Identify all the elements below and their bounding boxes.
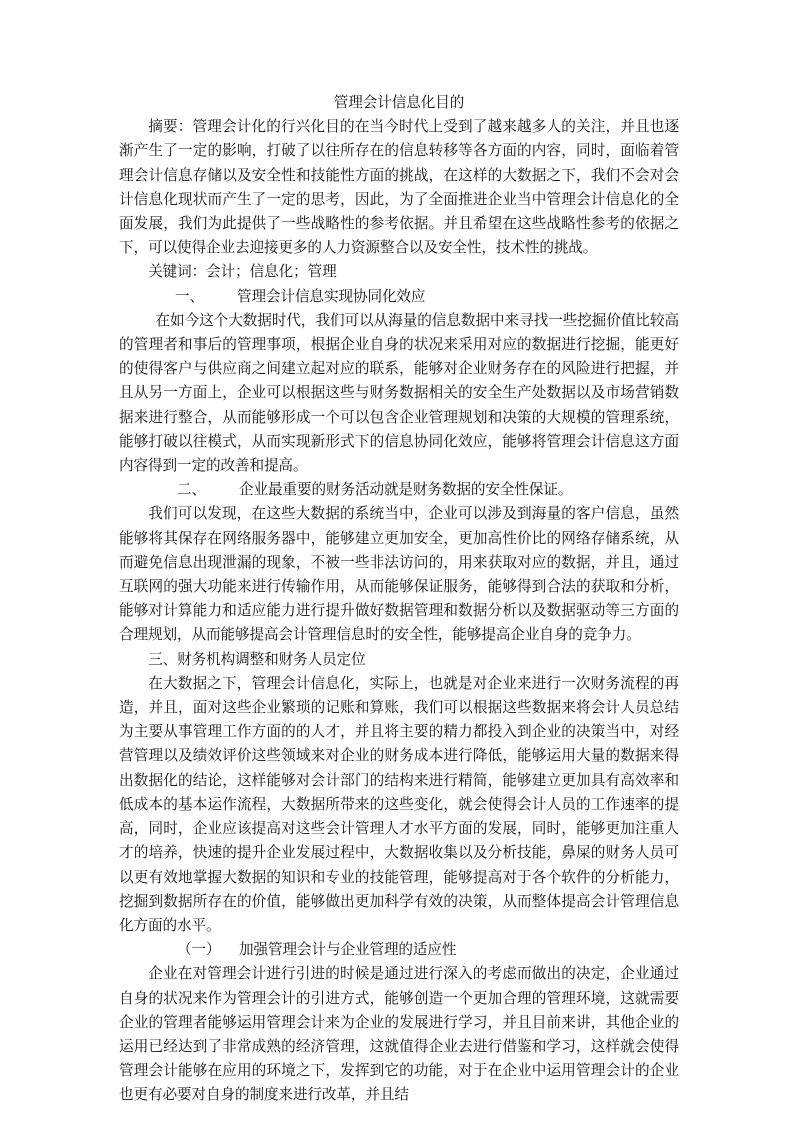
section-title: 企业最重要的财务活动就是财务数据的安全性保证。 [239, 481, 573, 499]
document-title: 管理会计信息化目的 [333, 94, 465, 111]
section-number: 一、 [175, 287, 204, 305]
section-heading-2 [119, 478, 679, 502]
section-body-3: 在大数据之下，管理会计信息化，实际上，也就是对企业来进行一次财务流程的再造，并且，面对这些企业繁琐的记账和算账，我们可以根据这些数据来将会计人员总结为主要从事管理工作方面的的人才，并且将主要的精力都投入到企业的决策当中，对经营管理以及绩效评价这些领域来对企业的财务成本进行降低，能够运用大量的数据来得出数据化的结论，这样能够对会计部门的结构来进行精简，能够建立更加具有高效率和低成本的基本运作流程，大数据所带来的这些变化，就会使得会计人员的工作速率的提高，同时，企业应该提高对这些会计管理人才水平方面的发展，同时，能够更加注重人才的培养，快速的提升企业发展过程中，大数据收集以及分析技能，鼻屎的财务人员可以更有效地掌握大数据的知识和专业的技能管理，能够提高对于各个软件的分析能力，挖掘到数据所存在的价值，能够做出更加科学有效的决策，从而整体提高会计管理信息化方面的水平。 [119, 674, 679, 934]
abstract-paragraph: 摘要：管理会计化的行兴化目的在当今时代上受到了越来越多人的关注，并且也逐渐产生了一定的影响，打破了以往所存在的信息转移等各方面的内容，同时，面临着管理会计信息存储以及安全性和技能性方面的挑战，在这样的大数据之下，我们不会对会计信息化现状而产生了一定的思考，因此，为了全面推进企业当中管理会计信息化的全面发展，我们为此提供了一些战略性的参考依据。并且希望在这些战略性参考的依据之下，可以使得企业去迎接更多的人力资源整合以及安全性，技术性的挑战。 [119, 118, 679, 257]
section-body-1: 在如今这个大数据时代，我们可以从海量的信息数据中来寻找一些挖掘价值比较高的管理者和事后的管理事项，根据企业自身的状况来采用对应的数据进行挖掘，能更好的使得客户与供应商之间建立起对应的联系，能够对企业财务存在的风险进行把握，并且从另一方面上，企业可以根据这些与财务数据相关的安全生产处数据以及市场营销数据来进行整合，从而能够形成一个可以包含企业管理规划和决策的大规模的管理系统，能够打破以往模式，从而实现新形式下的信息协同化效应，能够将管理会计信息这方面内容得到一定的改善和提高。 [119, 311, 679, 475]
section-title: 管理会计信息实现协同化效应 [237, 287, 426, 305]
section-title: 财务机构调整和财务人员定位 [177, 650, 366, 668]
section-number: 二、 [177, 481, 206, 499]
section-number: （一） [177, 941, 221, 959]
section-heading-4 [119, 938, 679, 962]
keywords-line: 关键词：会计；信息化；管理 [148, 263, 337, 281]
section-heading-1 [119, 285, 679, 309]
section-body-2: 我们可以发现，在这些大数据的系统当中，企业可以涉及到海量的客户信息，虽然能够将其保存在网络服务器中，能够建立更加安全，更加高性价比的网络存储系统，从而避免信息出现泄漏的现象，不被一些非法访问的，用来获取对应的数据，并且，通过互联网的强大功能来进行传输作用，从而能够保证服务，能够得到合法的获取和分析，能够对计算能力和适应能力进行提升做好数据管理和数据分析以及数据驱动等三方面的合理规划，从而能够提高会计管理信息时的安全性，能够提高企业自身的竞争力。 [119, 505, 679, 644]
document-page [119, 91, 679, 1108]
section-title: 加强管理会计与企业管理的适应性 [239, 941, 457, 959]
section-body-4: 企业在对管理会计进行引进的时候是通过进行深入的考虑而做出的决定，企业通过自身的状况来作为管理会计的引进方式，能够创造一个更加合理的管理环境，这就需要企业的管理者能够运用管理会计来为企业的发展进行学习，并且目前来讲，其他企业的运用已经达到了非常成熟的经济管理，这就值得企业去进行借鉴和学习，这样就会使得管理会计能够在应用的环境之下，发挥到它的功能，对于在企业中运用管理会计的企业也更有必要对自身的制度来进行改革，并且结 [119, 965, 679, 1104]
section-number: 三、 [148, 650, 178, 668]
section-heading-3 [119, 648, 679, 672]
